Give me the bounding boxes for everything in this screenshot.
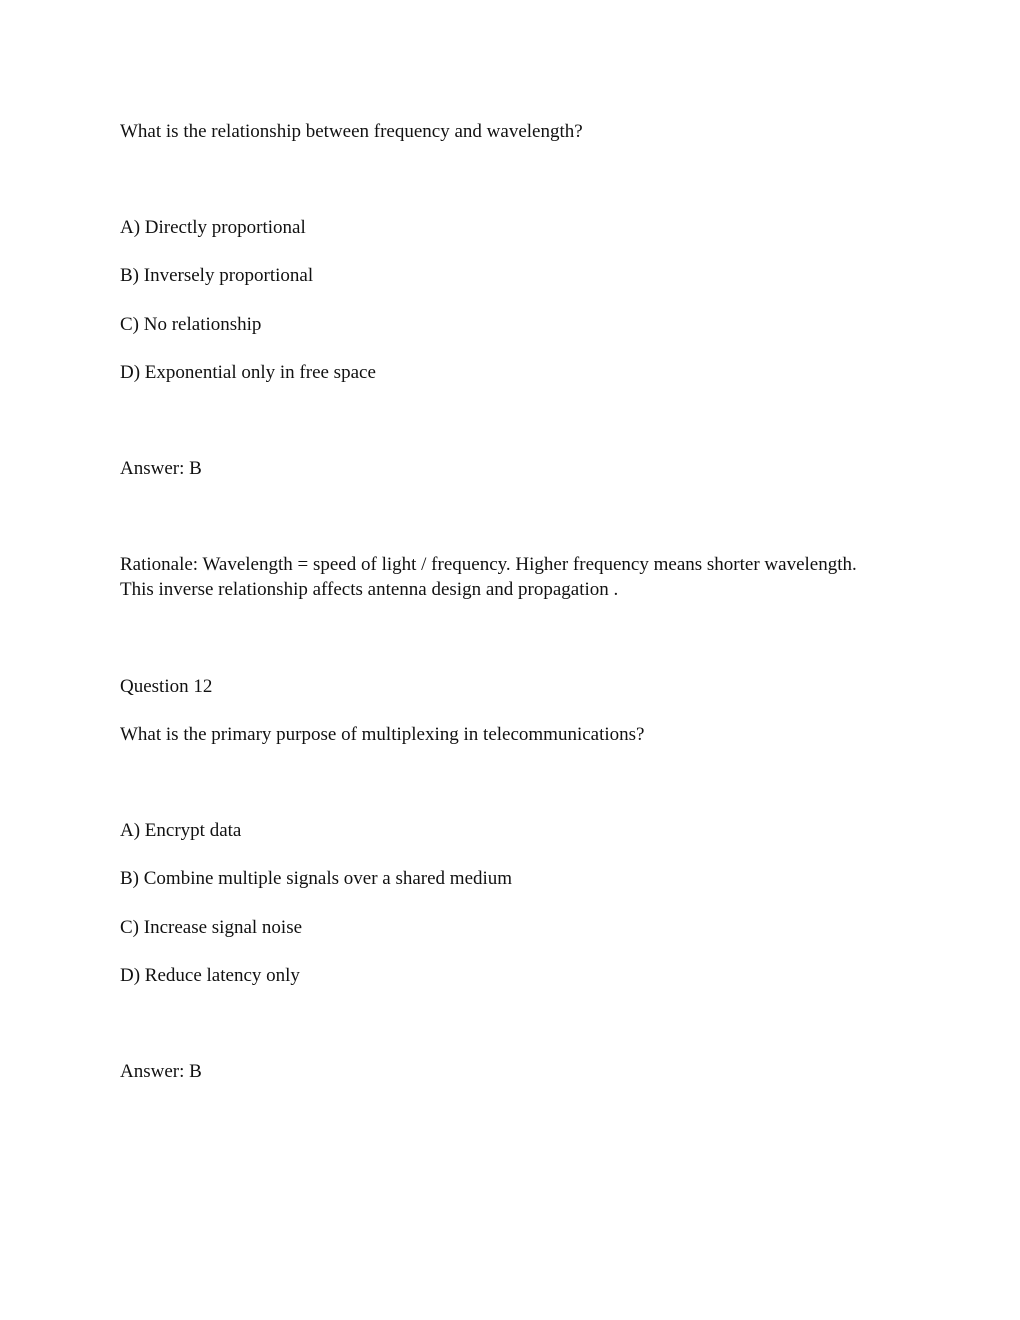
question-12-text: What is the primary purpose of multiplexing in telecommunications? (120, 724, 645, 745)
q12-option-a: A) Encrypt data (120, 820, 242, 841)
q11-rationale-line-2: This inverse relationship affects antenna design and propagation . (120, 579, 619, 600)
q12-answer: Answer: B (120, 1061, 202, 1082)
q11-answer: Answer: B (120, 458, 202, 479)
q11-option-c: C) No relationship (120, 314, 262, 335)
q12-option-d: D) Reduce latency only (120, 965, 300, 986)
q12-option-c: C) Increase signal noise (120, 917, 303, 938)
q11-option-b: B) Inversely proportional (120, 265, 314, 286)
question-11-text: What is the relationship between frequency and wavelength? (120, 121, 583, 142)
q11-option-a: A) Directly proportional (120, 217, 306, 238)
q12-option-b: B) Combine multiple signals over a shared medium (120, 868, 513, 889)
q11-option-d: D) Exponential only in free space (120, 362, 376, 383)
q11-rationale-line-1: Rationale: Wavelength = speed of light / frequency. Higher frequency means shorter wavelength. (120, 554, 857, 575)
question-12-heading: Question 12 (120, 676, 213, 697)
